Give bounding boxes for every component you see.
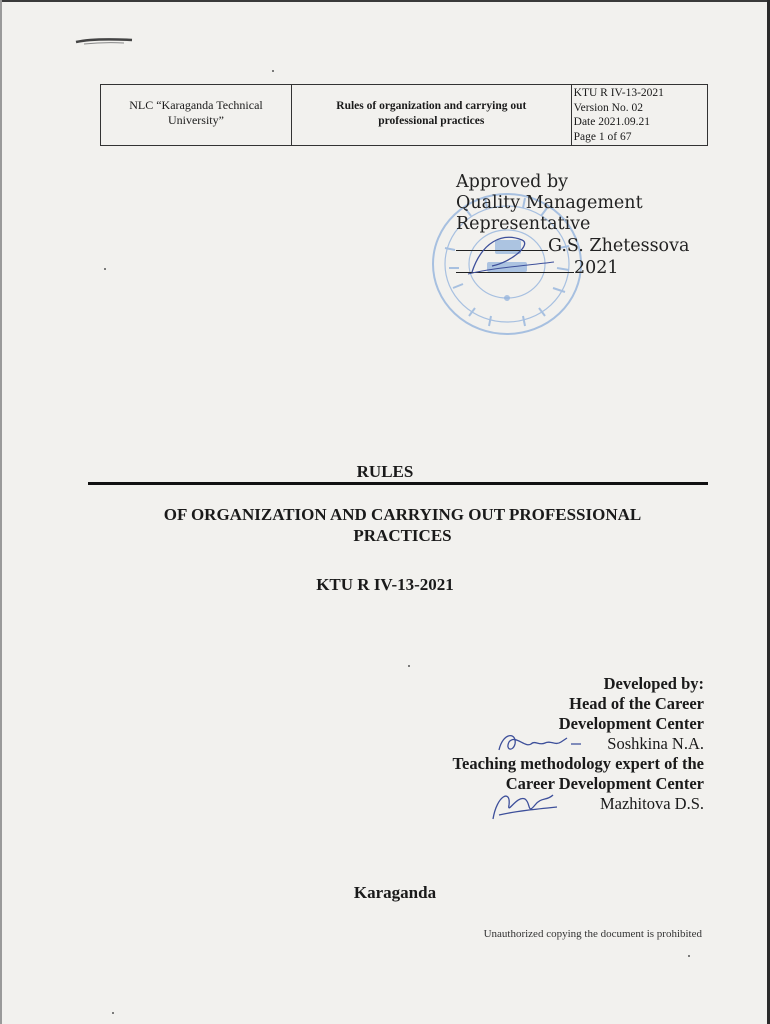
document-subtitle: OF ORGANIZATION AND CARRYING OUT PROFESSIONAL PRACTICES bbox=[163, 505, 642, 545]
page-count: Page 1 of 67 bbox=[573, 130, 632, 143]
approval-year: 2021 bbox=[574, 258, 619, 278]
scan-edge-top bbox=[0, 0, 770, 2]
organization-cell bbox=[101, 85, 292, 146]
developer-signature-2 bbox=[487, 785, 562, 825]
organization-line: University” bbox=[167, 113, 224, 127]
document-date: Date 2021.09.21 bbox=[573, 116, 650, 128]
approval-department: Quality Management bbox=[456, 193, 643, 213]
city-name: Karaganda bbox=[353, 883, 437, 902]
document-header-table bbox=[100, 84, 708, 146]
developer-role-line: Head of the Career bbox=[569, 694, 704, 713]
version-number: Version No. 02 bbox=[573, 101, 643, 114]
scan-mark bbox=[74, 36, 134, 45]
approver-signature-handwritten bbox=[462, 222, 562, 282]
organization-line: NLC “Karaganda Technical bbox=[129, 98, 263, 112]
approval-role: Representative bbox=[456, 214, 591, 234]
scan-speck bbox=[272, 70, 274, 72]
document-title-line: professional practices bbox=[378, 115, 485, 127]
document-code-title: KTU R IV-13-2021 bbox=[316, 575, 454, 594]
document-title-cell bbox=[291, 85, 571, 146]
developer-signature-1 bbox=[495, 728, 585, 758]
scan-speck bbox=[408, 665, 410, 667]
scan-speck bbox=[104, 268, 106, 270]
approval-heading: Approved by bbox=[456, 172, 569, 192]
copy-restriction-note: Unauthorized copying the document is prohibited bbox=[483, 928, 702, 940]
developer-role-line: Teaching methodology expert of the bbox=[452, 754, 704, 773]
developer-role-line: Development Center bbox=[558, 714, 704, 733]
scan-edge-left bbox=[0, 0, 2, 1024]
title-divider bbox=[88, 482, 708, 485]
document-main-title: RULES bbox=[356, 462, 414, 481]
document-code: KTU R IV-13-2021 bbox=[573, 87, 664, 99]
document-title-line: Rules of organization and carrying out bbox=[336, 100, 527, 112]
developer-name: Mazhitova D.S. bbox=[599, 794, 704, 813]
developer-role-line: Career Development Center bbox=[505, 774, 704, 793]
scan-speck bbox=[112, 1012, 114, 1014]
approver-name: G.S. Zhetessova bbox=[548, 236, 690, 256]
developer-name: Soshkina N.A. bbox=[607, 734, 704, 753]
document-meta-cell bbox=[571, 85, 707, 146]
developed-by-label: Developed by: bbox=[603, 674, 704, 693]
scan-speck bbox=[688, 955, 690, 957]
